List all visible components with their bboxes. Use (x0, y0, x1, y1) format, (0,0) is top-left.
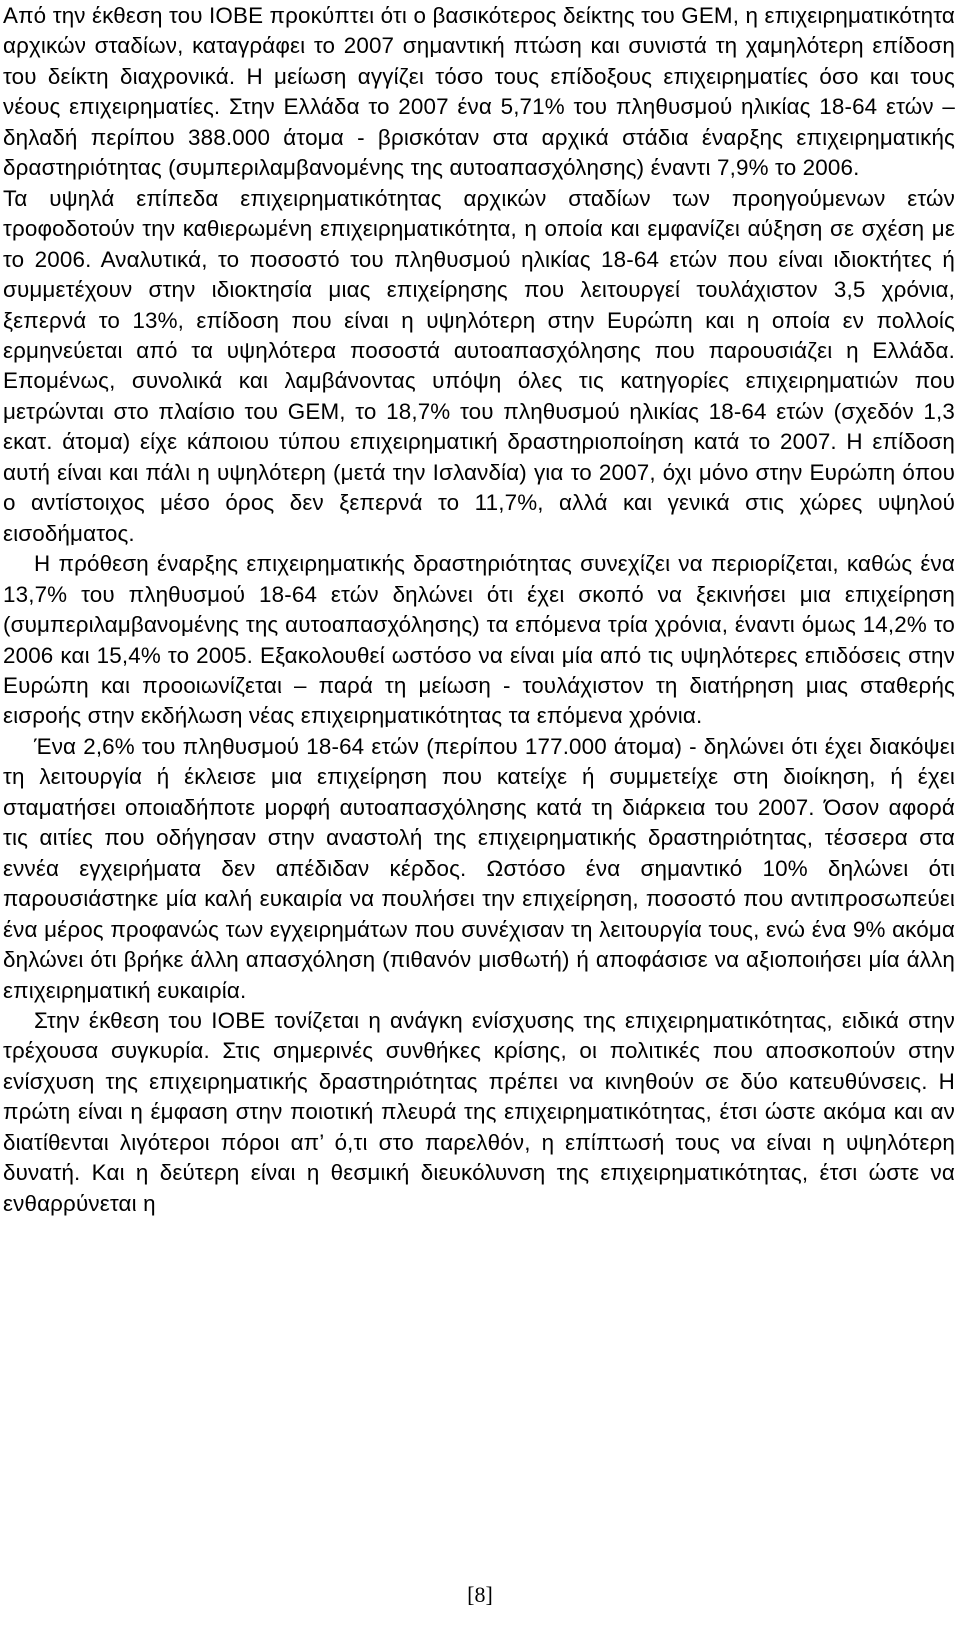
body-text (3, 1, 955, 1219)
paragraph-policy: Στην έκθεση του ΙΟΒΕ τονίζεται η ανάγκη ενίσχυσης της επιχειρηματικότητας, ειδικά στην τρέχουσα συγκυρία. Στις σημερινές συνθήκες κρίσης, οι πολιτικές που αποσκοπούν στην ενίσχυση της επιχειρηματικής δραστηριότητας πρέπει να κινηθούν σε δύο κατευθύνσεις. Η πρώτη είναι η έμφαση στην ποιοτική πλευρά της επιχειρηματικότητας, έτσι ώστε ακόμα και αν διατίθενται λιγότεροι πόροι απ’ ό,τι στο παρελθόν, η επίπτωσή τους να είναι η υψηλότερη δυνατή. Και η δεύτερη είναι η θεσμική διευκόλυνση της επιχειρηματικότητας, έτσι ώστε να ενθαρρύνεται η (3, 1007, 955, 1216)
paragraph-discontinuation: Ένα 2,6% του πληθυσμού 18-64 ετών (περίπου 177.000 άτομα) - δηλώνει ότι έχει διακόψει τη λειτουργία ή έκλεισε μια επιχείρηση που κατείχε ή συμμετείχε στη διοίκηση, ή έχει σταματήσει οποιαδήποτε μορφή αυτοαπασχόλησης κατά τη διάρκεια του 2007. Όσον αφορά τις αιτίες που οδήγησαν στην αναστολή της επιχειρηματικής δραστηριότητας, τέσσερα στα εννέα εγχειρήματα δεν απέδιδαν κέρδος. Ωστόσο ένα σημαντικό 10% δηλώνει ότι παρουσιάστηκε μία καλή ευκαιρία να πουλήσει την επιχείρηση, ποσοστό που αντιπροσωπεύει ένα μέρος προφανώς των εγχειρημάτων που συνέχισαν τη λειτουργία τους, ενώ ένα 9% ακόμα δηλώνει ότι βρήκε άλλη απασχόληση (πιθανόν μισθωτή) ή αποφάσισε να αξιοποιήσει μία άλλη επιχειρηματική ευκαιρία. (3, 733, 955, 1003)
paragraph-intro: Από την έκθεση του ΙΟΒΕ προκύπτει ότι ο βασικότερος δείκτης του GEM, η επιχειρηματικότητα αρχικών σταδίων, καταγράφει το 2007 σημαντική πτώση και συνιστά τη χαμηλότερη επίδοση του δείκτη διαχρονικά. Η μείωση αγγίζει τόσο τους επίδοξους επιχειρηματίες όσο και τους νέους επιχειρηματίες. Στην Ελλάδα το 2007 ένα 5,71% του πληθυσμού ηλικίας 18-64 ετών – δηλαδή περίπου 388.000 άτομα - βρισκόταν στα αρχικά στάδια έναρξης επιχειρηματικής δραστηριότητας (συμπεριλαμβανομένης της αυτοαπασχόλησης) έναντι 7,9% το 2006. (3, 3, 955, 181)
page-number: [8] (467, 1582, 493, 1607)
paragraph-established-entrepreneurship: Τα υψηλά επίπεδα επιχειρηματικότητας αρχικών σταδίων των προηγούμενων ετών τροφοδοτούν την καθιερωμένη επιχειρηματικότητα, η οποία και εμφανίζει αύξηση σε σχέση με το 2006. Αναλυτικά, το ποσοστό του πληθυσμού ηλικίας 18-64 ετών που είναι ιδιοκτήτες ή συμμετέχουν στην ιδιοκτησία μιας επιχείρησης που λειτουργεί τουλάχιστον 3,5 χρόνια, ξεπερνά το 13%, επίδοση που είναι η υψηλότερη στην Ευρώπη και η οποία εν πολλοίς ερμηνεύεται από τα υψηλότερα ποσοστά αυτοαπασχόλησης που παρουσιάζει η Ελλάδα. Επομένως, συνολικά και λαμβάνοντας υπόψη όλες τις κατηγορίες επιχειρηματιών που μετρώνται στο πλαίσιο του GEM, το 18,7% του πληθυσμού ηλικίας 18-64 ετών (σχεδόν 1,3 εκατ. άτομα) είχε κάποιου τύπου επιχειρηματική δραστηριοποίηση κατά το 2007. Η επίδοση αυτή είναι και πάλι η υψηλότερη (μετά την Ισλανδία) για το 2007, όχι μόνο στην Ευρώπη όπου ο αντίστοιχος μέσο όρος δεν ξεπερνά το 11,7%, αλλά και γενικά στις χώρες υψηλού εισοδήματος. (3, 185, 955, 546)
paragraph-intention: Η πρόθεση έναρξης επιχειρηματικής δραστηριότητας συνεχίζει να περιορίζεται, καθώς ένα 13,7% του πληθυσμού 18-64 ετών δηλώνει ότι έχει σκοπό να ξεκινήσει μια επιχείρηση (συμπεριλαμβανομένης της αυτοαπασχόλησης) τα επόμενα τρία χρόνια, έναντι όμως 14,2% το 2006 και 15,4% το 2005. Εξακολουθεί ωστόσο να είναι μία από τις υψηλότερες επιδόσεις στην Ευρώπη και προοιωνίζεται – παρά τη μείωση - τουλάχιστον τη διατήρηση μιας σταθερής εισροής στην εκδήλωση νέας επιχειρηματικότητας τα επόμενα χρόνια. (3, 551, 955, 729)
